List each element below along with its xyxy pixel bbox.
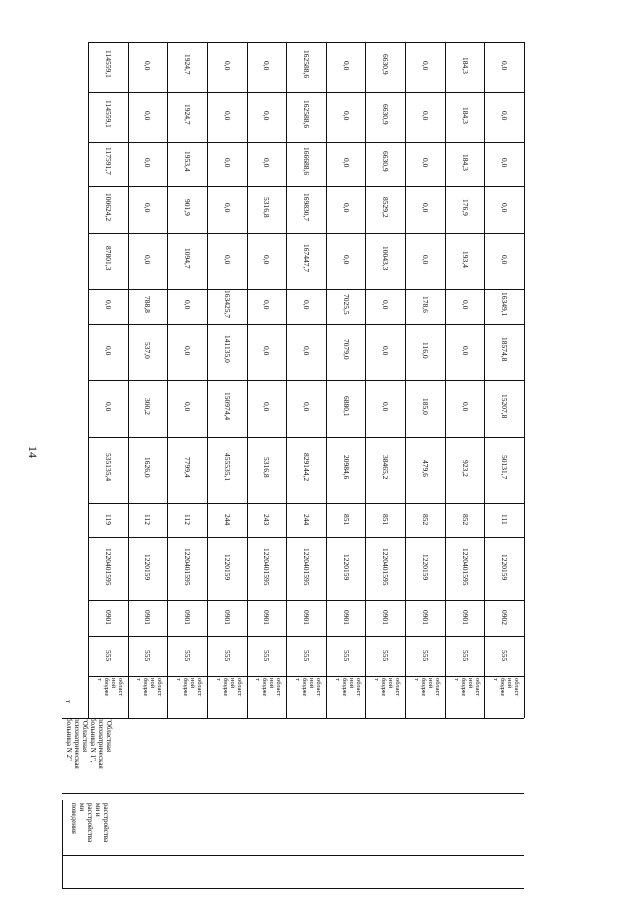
table-cell: 0,0 [143,203,152,213]
table-cell: 0,0 [104,402,113,412]
table-cell: 0,0 [461,300,470,310]
table-column-rule [88,537,524,538]
page-number: 14 [26,446,40,458]
table-column-rule [88,600,524,601]
table-column-rule [88,142,524,143]
budget-cell: област ной бюдже т [492,678,520,697]
table-cell: 555 [302,650,311,662]
table-cell: 0,0 [262,61,271,71]
table-cell: 150974,4 [223,392,232,421]
table-cell: 455535,1 [223,453,232,482]
table-cell: 0,0 [223,158,232,168]
table-cell: 0902 [500,610,509,625]
table-cell: 0,0 [223,255,232,265]
table-cell: 0,0 [262,402,271,412]
table-cell: 7799,4 [183,457,192,478]
table-cell: 244 [223,514,232,526]
table-cell: 0,0 [421,158,430,168]
table-cell: 300,2 [143,398,152,415]
table-column-rule [88,380,524,381]
table-cell: 20984,6 [342,455,351,480]
table-cell: 535135,4 [104,453,113,482]
table-cell: 0,0 [461,402,470,412]
table-cell: 0,0 [500,158,509,168]
table-cell: 1220401595 [262,548,271,586]
table-cell: 555 [262,650,271,662]
table-cell: 0901 [223,610,232,625]
table-cell: 555 [223,650,232,662]
table-cell: 141135,0 [223,335,232,363]
table-cell: 16349,1 [500,292,509,317]
table-row-rule [128,42,129,718]
table-cell: 0,0 [342,61,351,71]
table-cell: 0,0 [262,346,271,356]
table-cell: 5316,8 [262,197,271,218]
table-cell: 100624,2 [104,193,113,222]
table-cell: 901,9 [183,199,192,216]
table-cell: 1094,7 [183,248,192,269]
table-row-rule [405,42,406,718]
table-cell: 829144,2 [302,453,311,482]
budget-cell: област ной бюдже т [373,678,401,697]
table-cell: 0,0 [223,203,232,213]
table-cell: 1220159 [500,554,509,581]
table-cell: 0901 [461,610,470,625]
table-cell: 1220401595 [302,548,311,586]
table-column-rule [88,186,524,187]
budget-cell: област ной бюдже т [254,678,282,697]
table-cell: 1220401595 [183,548,192,586]
table-cell: 0,0 [143,111,152,121]
table-row-rule [326,42,327,718]
table-cell: 119 [104,514,113,525]
table-column-rule [88,233,524,234]
table-cell: 0901 [302,610,311,625]
budget-cell: област ной бюдже т [453,678,481,697]
table-cell: 6630,9 [381,104,390,125]
table-cell: 6630,9 [381,54,390,75]
table-cell: 50131,7 [500,455,509,480]
table-cell: 167447,7 [302,244,311,273]
table-column-rule [88,503,524,504]
table-cell: 0,0 [381,402,390,412]
table-cell: 184,3 [461,57,470,74]
table-cell: 0,0 [500,203,509,213]
budget-cell: област ной бюдже т [215,678,243,697]
rule-activity-bottom [62,855,524,856]
table-cell: 0,0 [143,61,152,71]
table-cell: 244 [302,514,311,526]
budget-cell: област ной бюдже т [96,678,124,697]
table-cell: 851 [381,514,390,526]
table-cell: 243 [262,514,271,526]
table-row-rule [247,42,248,718]
table-cell: 555 [342,650,351,662]
table-cell: 112 [143,514,152,525]
table-cell: 0,0 [183,402,192,412]
table-cell: 117591,7 [104,147,113,175]
table-cell: 8529,2 [381,197,390,218]
table-column-rule [88,636,524,637]
rule-institution-bottom [62,793,524,794]
table-cell: 851 [342,514,351,526]
table-cell: 1953,4 [183,151,192,172]
table-cell: 0,0 [223,111,232,121]
table-row-rule [484,42,485,718]
table-cell: 0,0 [183,300,192,310]
table-cell: 10043,3 [381,246,390,271]
table-column-rule [88,324,524,325]
table-cell: 0,0 [500,61,509,71]
rule-budget-bottom [62,718,524,719]
table-cell: 0,0 [143,158,152,168]
table-column-rule [88,437,524,438]
table-cell: 111 [500,514,509,525]
table-cell: 1220159 [342,554,351,581]
table-row-rule [365,42,366,718]
table-top-rule [88,42,524,43]
table-cell: 184,3 [461,154,470,171]
budget-cell: област ной бюдже т [334,678,362,697]
table-cell: 555 [421,650,430,662]
table-cell: 116,0 [421,342,430,359]
table-cell: 0,0 [223,61,232,71]
table-cell: 193,4 [461,251,470,268]
table-cell: 0,0 [381,300,390,310]
table-cell: 178,6 [421,296,430,313]
table-cell: 0901 [342,610,351,625]
table-cell: 852 [461,514,470,526]
table-cell: 0901 [143,610,152,625]
table-cell: 0901 [183,610,192,625]
table-cell: 1220159 [143,554,152,581]
table-cell: 0901 [262,610,271,625]
table-cell: 0,0 [421,203,430,213]
table-row-rule [286,42,287,718]
table-cell: 0,0 [302,346,311,356]
table-cell: 114559,1 [104,50,113,78]
table-cell: 1924,7 [183,54,192,75]
table-cell: 0,0 [421,255,430,265]
table-cell: 0,0 [143,255,152,265]
table-cell: 0,0 [500,111,509,121]
table-cell: 0,0 [461,346,470,356]
activity-label: расстройства ми и расстройства ми поведения [70,803,110,843]
table-cell: 0,0 [381,346,390,356]
budget-cell: област ной бюдже т [175,678,203,697]
table-cell: 0,0 [421,61,430,71]
table-cell: 185,0 [421,398,430,415]
table-cell: 0,0 [342,111,351,121]
table-row-rule [207,42,208,718]
table-cell: 1220401595 [461,548,470,586]
table-cell: 0,0 [183,346,192,356]
table-cell: 38465,2 [381,455,390,480]
table-cell: 1626,0 [143,457,152,478]
table-cell: 5316,8 [262,457,271,478]
budget-cell: област ной бюдже т [413,678,441,697]
table-cell: 114559,1 [104,100,113,128]
table-cell: 0901 [421,610,430,625]
table-cell: 923,2 [461,460,470,477]
table-row-rule [88,42,89,718]
table-cell: 169830,7 [302,193,311,222]
table-cell: 1220401595 [381,548,390,586]
table-cell: 184,3 [461,107,470,124]
table-cell: 0,0 [500,255,509,265]
table-cell: 162588,6 [302,100,311,129]
table-cell: 479,6 [421,460,430,477]
table-cell: 0901 [104,610,113,625]
table-cell: 1220401595 [104,548,113,586]
table-cell: 0,0 [421,111,430,121]
table-cell: 7079,0 [342,339,351,360]
table-cell: 1924,7 [183,104,192,125]
budget-cell: област ной бюдже т [135,678,163,697]
table-cell: 0,0 [342,255,351,265]
rule-left-edge [62,800,63,888]
table-cell: 788,8 [143,296,152,313]
table-column-rule [88,289,524,290]
table-column-rule [88,676,524,677]
table-cell: 555 [500,650,509,662]
table-cell: 18574,8 [500,337,509,362]
table-cell: 0,0 [302,300,311,310]
table-cell: 6880,1 [342,396,351,417]
table-cell: 555 [104,650,113,662]
budget-label-top: т [64,700,72,704]
table-cell: 87801,3 [104,246,113,271]
table-cell: 555 [381,650,390,662]
table-row-rule [445,42,446,718]
table-cell: 1220159 [421,554,430,581]
table-cell: 163425,7 [223,290,232,319]
table-cell: 1220159 [223,554,232,581]
table-cell: 0,0 [262,111,271,121]
table-cell: 0,0 [302,402,311,412]
table-row-rule [167,42,168,718]
table-cell: 0,0 [104,346,113,356]
table-cell: 852 [421,514,430,526]
table-cell: 0,0 [342,203,351,213]
table-cell: 7025,5 [342,294,351,315]
table-cell: 0,0 [262,255,271,265]
table-cell: 162588,6 [302,50,311,79]
table-cell: 537,0 [143,342,152,359]
table-cell: 0,0 [342,158,351,168]
table-cell: 555 [461,650,470,662]
table-column-rule [88,92,524,93]
table-cell: 555 [183,650,192,662]
rule-bottom-left [62,888,524,889]
table-cell: 0,0 [104,300,113,310]
table-cell: 176,9 [461,199,470,216]
table-cell: 6630,9 [381,151,390,172]
table-cell: 112 [183,514,192,525]
institution-label: "Областная психиатрическая больница N 1", "Областная психиатрическая больница N 2" [65,718,113,769]
table-cell: 166688,6 [302,147,311,176]
table-cell: 0,0 [262,300,271,310]
table-cell: 0901 [381,610,390,625]
table-cell: 555 [143,650,152,662]
table-cell: 15207,8 [500,394,509,419]
table-row-rule [524,42,525,718]
table-cell: 0,0 [262,158,271,168]
budget-cell: област ной бюдже т [294,678,322,697]
